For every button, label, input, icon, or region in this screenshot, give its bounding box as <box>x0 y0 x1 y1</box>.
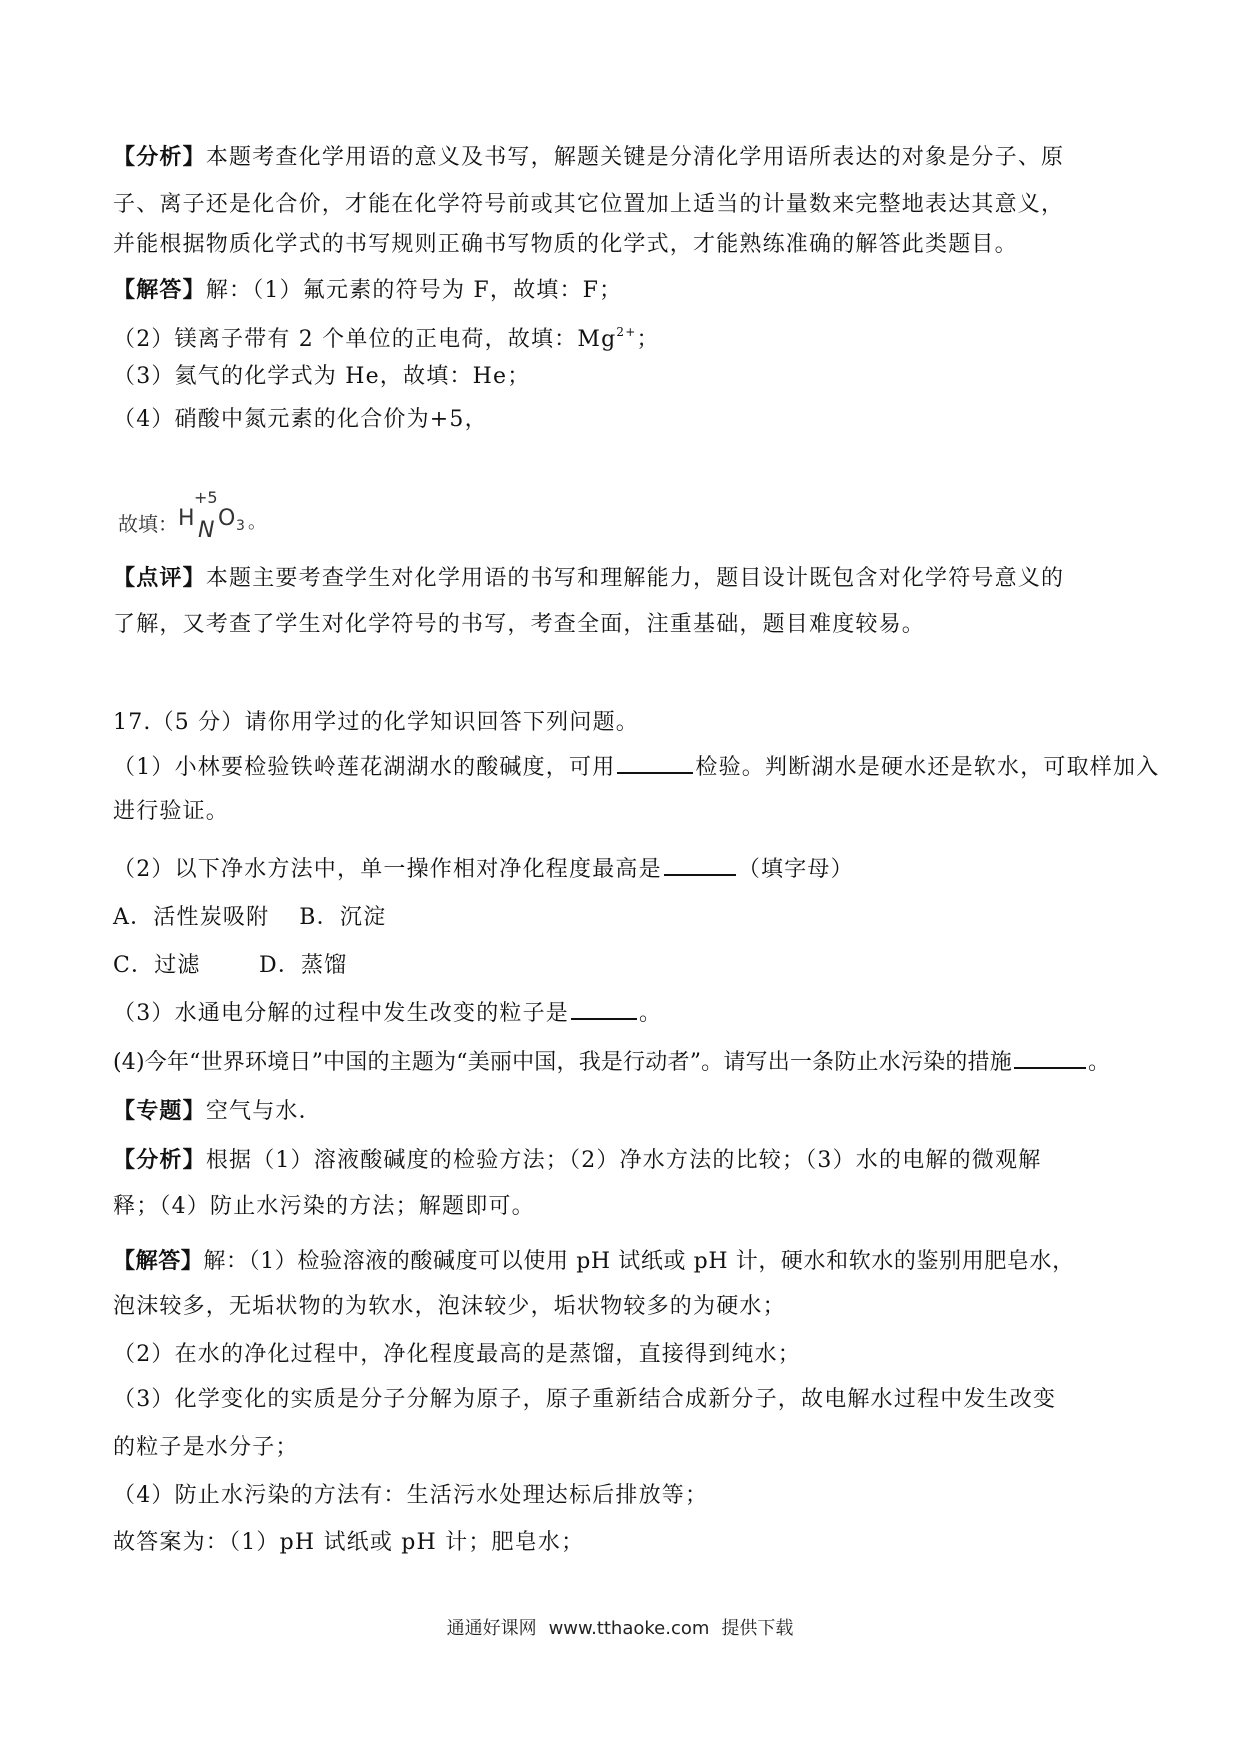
q17-part-1-line-2: 进行验证。 <box>113 799 230 824</box>
answer-text: 解：（1）检验溶液的酸碱度可以使用 pH 试纸或 pH 计，硬水和软水的鉴别用肥皂水， <box>203 1249 1075 1274</box>
comment-tag: 【点评】 <box>113 565 206 591</box>
answer-blank-2 <box>664 854 736 876</box>
q17-part-2-text: （2）以下净水方法中，单一操作相对净化程度最高是 <box>113 857 662 882</box>
q17-part-4 <box>113 1047 1140 1078</box>
answer-blank-3 <box>571 998 637 1020</box>
option-d: D．蒸馏 <box>259 953 348 978</box>
ion-charge-superscript: 2+ <box>616 325 637 339</box>
formula-h: H <box>178 506 195 531</box>
answer-line-3: （3）氦气的化学式为 He，故填：He； <box>113 364 531 389</box>
answer-line-2-end: ； <box>636 327 660 352</box>
comment-text: 本题主要考查学生对化学用语的书写和理解能力，题目设计既包含对化学符号意义的 <box>205 566 1065 591</box>
analysis-paragraph-line-2: 子、离子还是化合价，才能在化学符号前或其它位置加上适当的计量数来完整地表达其意义， <box>113 192 1065 217</box>
page-footer <box>0 1614 1240 1640</box>
answer-blank-4 <box>1014 1047 1086 1069</box>
q17-part-2 <box>113 854 1140 885</box>
q17-part-4-text: (4)今年“世界环境日”中国的主题为“美丽中国，我是行动者”。请写出一条防止水污染的措施 <box>113 1050 1012 1075</box>
analysis-text: 本题考查化学用语的意义及书写，解题关键是分清化学用语所表达的对象是分子、原 <box>205 145 1065 170</box>
formula-subscript: 3 <box>236 518 245 534</box>
answer-text: 解：（1）氟元素的符号为 F，故填：F； <box>205 278 623 303</box>
answer-tag: 【解答】 <box>113 277 206 303</box>
topic-tag: 【专题】 <box>113 1098 206 1124</box>
answer-line-2-text: （2）镁离子带有 2 个单位的正电荷，故填：Mg <box>113 327 617 352</box>
q17-answer-line-4: （3）化学变化的实质是分子分解为原子，原子重新结合成新分子，故电解水过程中发生改变 <box>113 1387 1057 1412</box>
formula-valence: +5 <box>194 488 218 507</box>
q17-part-3-text: （3）水通电分解的过程中发生改变的粒子是 <box>113 1001 569 1026</box>
q17-part-1-text: （1）小林要检验铁岭莲花湖湖水的酸碱度，可用 <box>113 755 616 780</box>
answer-line-4: （4）硝酸中氮元素的化合价为+5， <box>113 407 488 432</box>
q17-analysis-line-1 <box>113 1145 1140 1176</box>
q17-part-3-end: 。 <box>639 1001 663 1026</box>
option-c: C．过滤 <box>113 953 201 978</box>
analysis-paragraph-line-1 <box>113 142 1140 173</box>
q17-options-row-1 <box>113 903 1140 933</box>
q17-answer-line-3: （2）在水的净化过程中，净化程度最高的是蒸馏，直接得到纯水； <box>113 1342 801 1367</box>
topic-text: 空气与水． <box>205 1099 322 1124</box>
answer-line-2 <box>113 317 1140 355</box>
q17-analysis-line-2: 释；（4）防止水污染的方法；解题即可。 <box>113 1194 535 1219</box>
footer-site-name: 通通好课网 <box>446 1618 537 1639</box>
q17-part-1 <box>113 752 1160 783</box>
analysis-text: 根据（1）溶液酸碱度的检验方法；（2）净水方法的比较；（3）水的电解的微观解 <box>205 1148 1042 1173</box>
q17-answer-line-2: 泡沫较多，无垢状物的为软水，泡沫较少，垢状物较多的为硬水； <box>113 1294 786 1319</box>
comment-line-2: 了解，又考查了学生对化学符号的书写，考查全面，注重基础，题目难度较易。 <box>113 612 926 637</box>
valence-formula <box>118 490 318 550</box>
footer-url[interactable]: www.tthaoke.com <box>548 1618 710 1639</box>
q17-topic <box>113 1096 1140 1127</box>
q17-answer-line-1 <box>113 1246 1140 1277</box>
q17-part-2-hint: （填字母） <box>737 857 854 882</box>
q17-answer-line-6: （4）防止水污染的方法有：生活污水处理达标后排放等； <box>113 1483 709 1508</box>
analysis-paragraph-line-3: 并能根据物质化学式的书写规则正确书写物质的化学式，才能熟练准确的解答此类题目。 <box>113 232 1018 257</box>
q17-options-row-2 <box>113 951 1140 981</box>
q17-part-4-end: 。 <box>1087 1050 1111 1075</box>
answer-tag: 【解答】 <box>113 1248 204 1274</box>
answer-blank-1 <box>617 752 693 774</box>
question-17-title: 17.（5 分）请你用学过的化学知识回答下列问题。 <box>113 710 639 735</box>
analysis-tag: 【分析】 <box>113 1147 206 1173</box>
q17-part-1-text-cont: 检验。判断湖水是硬水还是软水，可取样加入 <box>695 755 1160 780</box>
q17-part-3 <box>113 998 1140 1029</box>
option-a: A．活性炭吸附 <box>113 905 270 930</box>
analysis-tag: 【分析】 <box>113 144 206 170</box>
formula-o: O <box>218 506 236 531</box>
q17-answer-line-7: 故答案为：（1）pH 试纸或 pH 计；肥皂水； <box>113 1530 585 1555</box>
formula-label: 故填： <box>118 512 178 536</box>
option-b: B．沉淀 <box>299 905 387 930</box>
footer-suffix: 提供下载 <box>721 1618 794 1639</box>
formula-end: 。 <box>248 512 266 533</box>
formula-n: N <box>198 518 215 543</box>
answer-line-1 <box>113 275 1140 306</box>
comment-line-1 <box>113 563 1140 594</box>
q17-answer-line-5: 的粒子是水分子； <box>113 1435 299 1460</box>
